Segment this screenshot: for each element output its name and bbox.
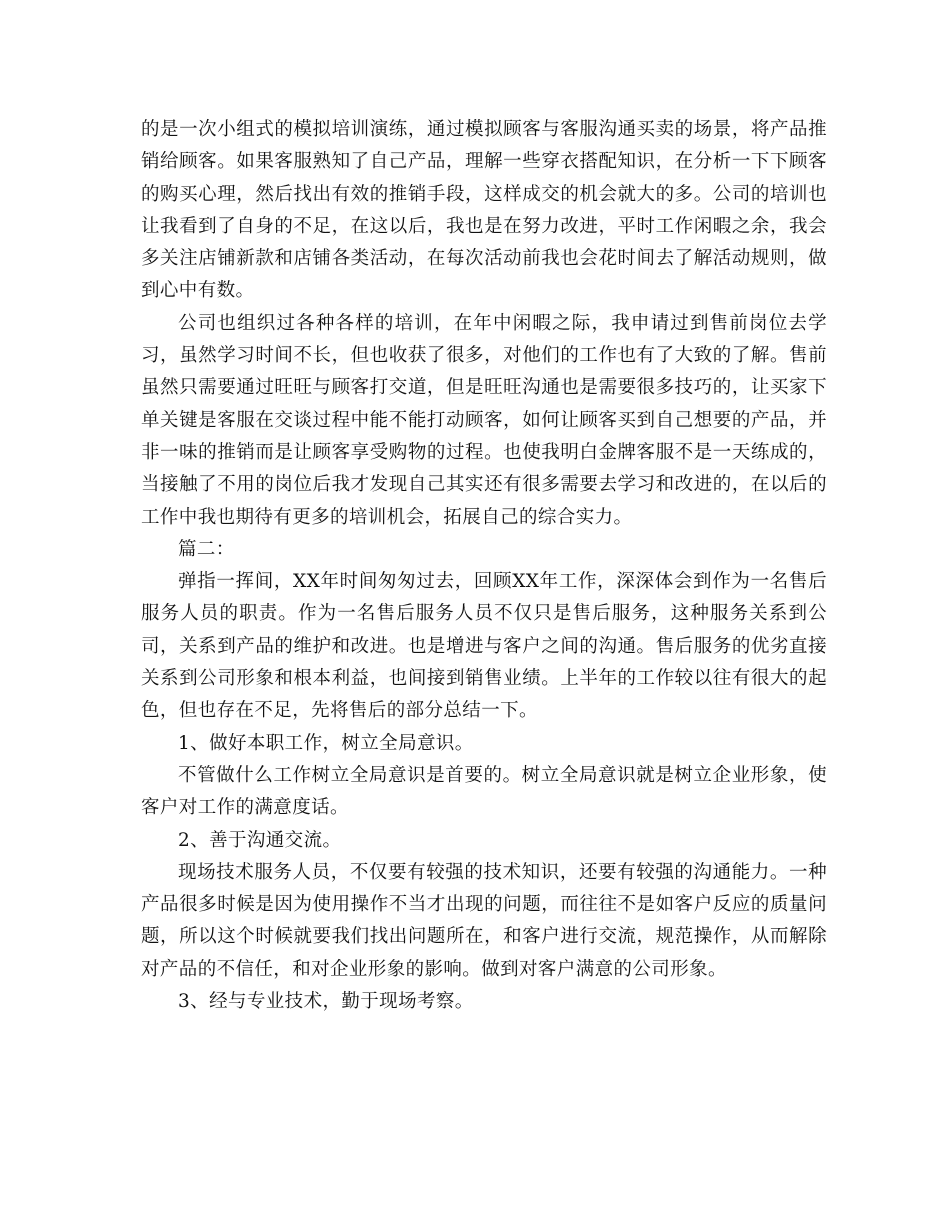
document-body — [141, 114, 827, 1018]
paragraph-3: 弹指一挥间，XX年时间匆匆过去，回顾XX年工作，深深体会到作为一名售后服务人员的职责。作为一名售后服务人员不仅只是售后服务，这种服务关系到公司，关系到产品的维护和改进。也是增进与客户之间的沟通。售后服务的优劣直接关系到公司形象和根本利益，也间接到销售业绩。上半年的工作较以往有很大的起色，但也存在不足，先将售后的部分总结一下。 — [141, 571, 827, 722]
paragraph-4: 不管做什么工作树立全局意识是首要的。树立全局意识就是树立企业形象，使客户对工作的满意度话。 — [141, 764, 827, 819]
paragraph-1: 的是一次小组式的模拟培训演练，通过模拟顾客与客服沟通买卖的场景，将产品推销给顾客。如果客服熟知了自己产品，理解一些穿衣搭配知识，在分析一下下顾客的购买心理，然后找出有效的推销手段，这样成交的机会就大的多。公司的培训也让我看到了自身的不足，在这以后，我也是在努力改进，平时工作闲暇之余，我会多关注店铺新款和店铺各类活动，在每次活动前我也会花时间去了解活动规则，做到心中有数。 — [141, 119, 827, 302]
list-item-heading-3: 3、经与专业技术，勤于现场考察。 — [178, 991, 474, 1013]
list-item-heading-2: 2、善于沟通交流。 — [178, 829, 342, 851]
paragraph-5: 现场技术服务人员，不仅要有较强的技术知识，还要有较强的沟通能力。一种产品很多时候是因为使用操作不当才出现的问题，而往往不是如客户反应的质量问题，所以这个时候就要我们找出问题所在，和客户进行交流，规范操作，从而解除对产品的不信任，和对企业形象的影响。做到对客户满意的公司形象。 — [141, 861, 827, 980]
list-item-heading-1: 1、做好本职工作，树立全局意识。 — [178, 732, 474, 754]
section-heading-part-two: 篇二： — [178, 538, 235, 560]
paragraph-2: 公司也组织过各种各样的培训，在年中闲暇之际，我申请过到售前岗位去学习，虽然学习时间不长，但也收获了很多，对他们的工作也有了大致的了解。售前虽然只需要通过旺旺与顾客打交道，但是旺旺沟通也是需要很多技巧的，让买家下单关键是客服在交谈过程中能不能打动顾客，如何让顾客买到自己想要的产品，并非一味的推销而是让顾客享受购物的过程。也使我明白金牌客服不是一天练成的，当接触了不用的岗位后我才发现自己其实还有很多需要去学习和改进的，在以后的工作中我也期待有更多的培训机会，拓展自己的综合实力。 — [141, 312, 827, 528]
